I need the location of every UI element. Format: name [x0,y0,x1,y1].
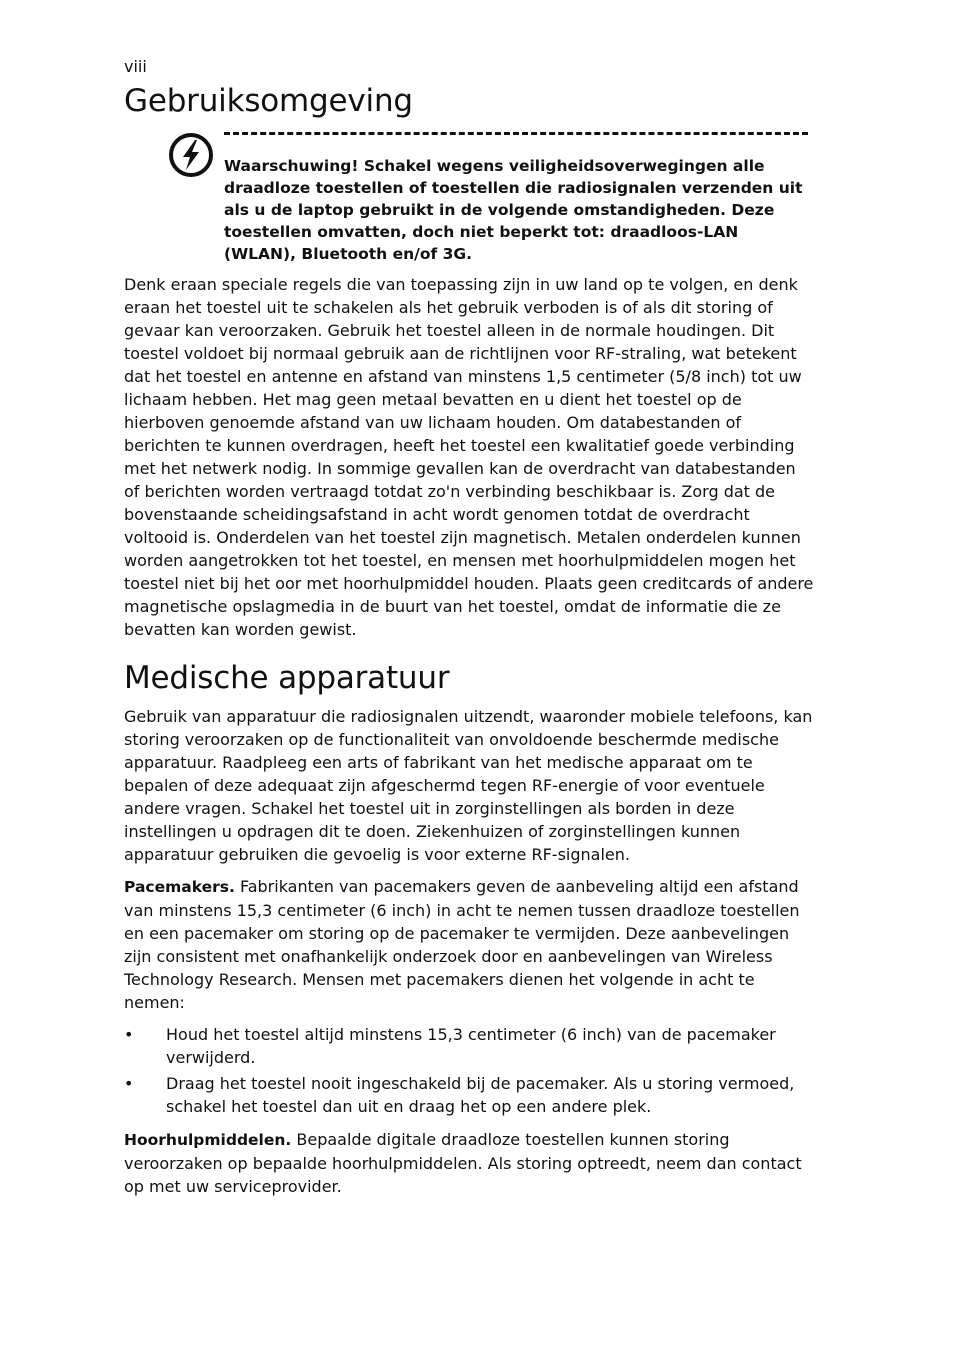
section-title-gebruiksomgeving: Gebruiksomgeving [124,83,413,119]
paragraph-medische-intro: Gebruik van apparatuur die radiosignalen uitzendt, waaronder mobiele telefoons, kan storing veroorzaken op de functionaliteit van onvoldoende beschermde medische apparatuur. Raadpleeg een arts of fabrikant van het medische apparaat om te bepalen of deze adequaat zijn afgeschermd tegen RF-energie of voor eventuele andere vragen. Schakel het toestel uit in zorginstellingen als borden in deze instellingen u opdragen dit te doen. Ziekenhuizen of zorginstellingen kunnen apparatuur gebruiken die gevoelig is voor externe RF-signalen. [124,707,813,864]
pacemakers-text: Fabrikanten van pacemakers geven de aanbeveling altijd een afstand van minstens 15,3 centimeter (6 inch) in acht te nemen tussen draadloze toestellen en een pacemaker om storing op de pacemaker te vermijden. Deze aanbevelingen zijn consistent met onafhankelijk onderzoek door en aanbevelingen van Wireless Technology Research. Mensen met pacemakers dienen het volgende in acht te nemen: [124,877,800,1012]
paragraph-gebruiksomgeving: Denk eraan speciale regels die van toepassing zijn in uw land op te volgen, en denk eraan het toestel uit te schakelen als het gebruik verboden is of als dit storing of gevaar kan veroorzaken. Gebruik het toestel alleen in de normale houdingen. Dit toestel voldoet bij normaal gebruik aan de richtlijnen voor RF-straling, wat betekent dat het toestel en antenne en afstand van minstens 1,5 centimeter (5/8 inch) tot uw lichaam hebben. Het mag geen metaal bevatten en u dient het toestel op de hierboven genoemde afstand van uw lichaam houden. Om databestanden of berichten te kunnen overdragen, heeft het toestel een kwalitatief goede verbinding met het netwerk nodig. In sommige gevallen kan de overdracht van databestanden of berichten worden vertraagd totdat zo'n verbinding beschikbaar is. Zorg dat de bovenstaande scheidingsafstand in acht wordt genomen totdat de overdracht voltooid is. Onderdelen van het toestel zijn magnetisch. Metalen onderdelen kunnen worden aangetrokken tot het toestel, en mensen met hoorhulpmiddelen mogen het toestel niet bij het oor met hoorhulpmiddel houden. Plaats geen creditcards of andere magnetische opslagmedia in de buurt van het toestel, omdat de informatie die ze bevatten kan worden gewist. [124,275,814,639]
list-item-text: Houd het toestel altijd minstens 15,3 centimeter (6 inch) van de pacemaker verwijderd. [166,1025,776,1067]
bullet-marker: • [124,1025,134,1044]
paragraph-hoorhulpmiddelen [124,1128,814,1198]
document-page [124,56,814,1207]
warning-divider [224,132,808,135]
pacemaker-bullet-list [124,1023,814,1118]
list-item [124,1072,814,1118]
list-item [124,1023,814,1069]
section-title-medische-apparatuur: Medische apparatuur [124,660,450,696]
lightning-warning-icon [168,132,214,178]
warning-text: Waarschuwing! Schakel wegens veiligheidsoverwegingen alle draadloze toestellen of toestellen die radiosignalen verzenden uit als u de laptop gebruikt in de volgende omstandigheden. Deze toestellen omvatten, doch niet beperkt tot: draadloos-LAN (WLAN), Bluetooth en/of 3G. [224,157,803,263]
warning-box [124,132,814,265]
hearing-label: Hoorhulpmiddelen. [124,1131,292,1149]
bullet-marker: • [124,1074,134,1093]
pacemakers-label: Pacemakers. [124,878,235,896]
list-item-text: Draag het toestel nooit ingeschakeld bij de pacemaker. Als u storing vermoed, schakel het toestel dan uit en draag het op een andere plek. [166,1074,795,1116]
paragraph-pacemakers [124,875,814,1014]
hearing-text: Bepaalde digitale draadloze toestellen kunnen storing veroorzaken op bepaalde hoorhulpmiddelen. Als storing optreedt, neem dan contact op met uw serviceprovider. [124,1130,802,1196]
page-number: viii [124,57,147,76]
